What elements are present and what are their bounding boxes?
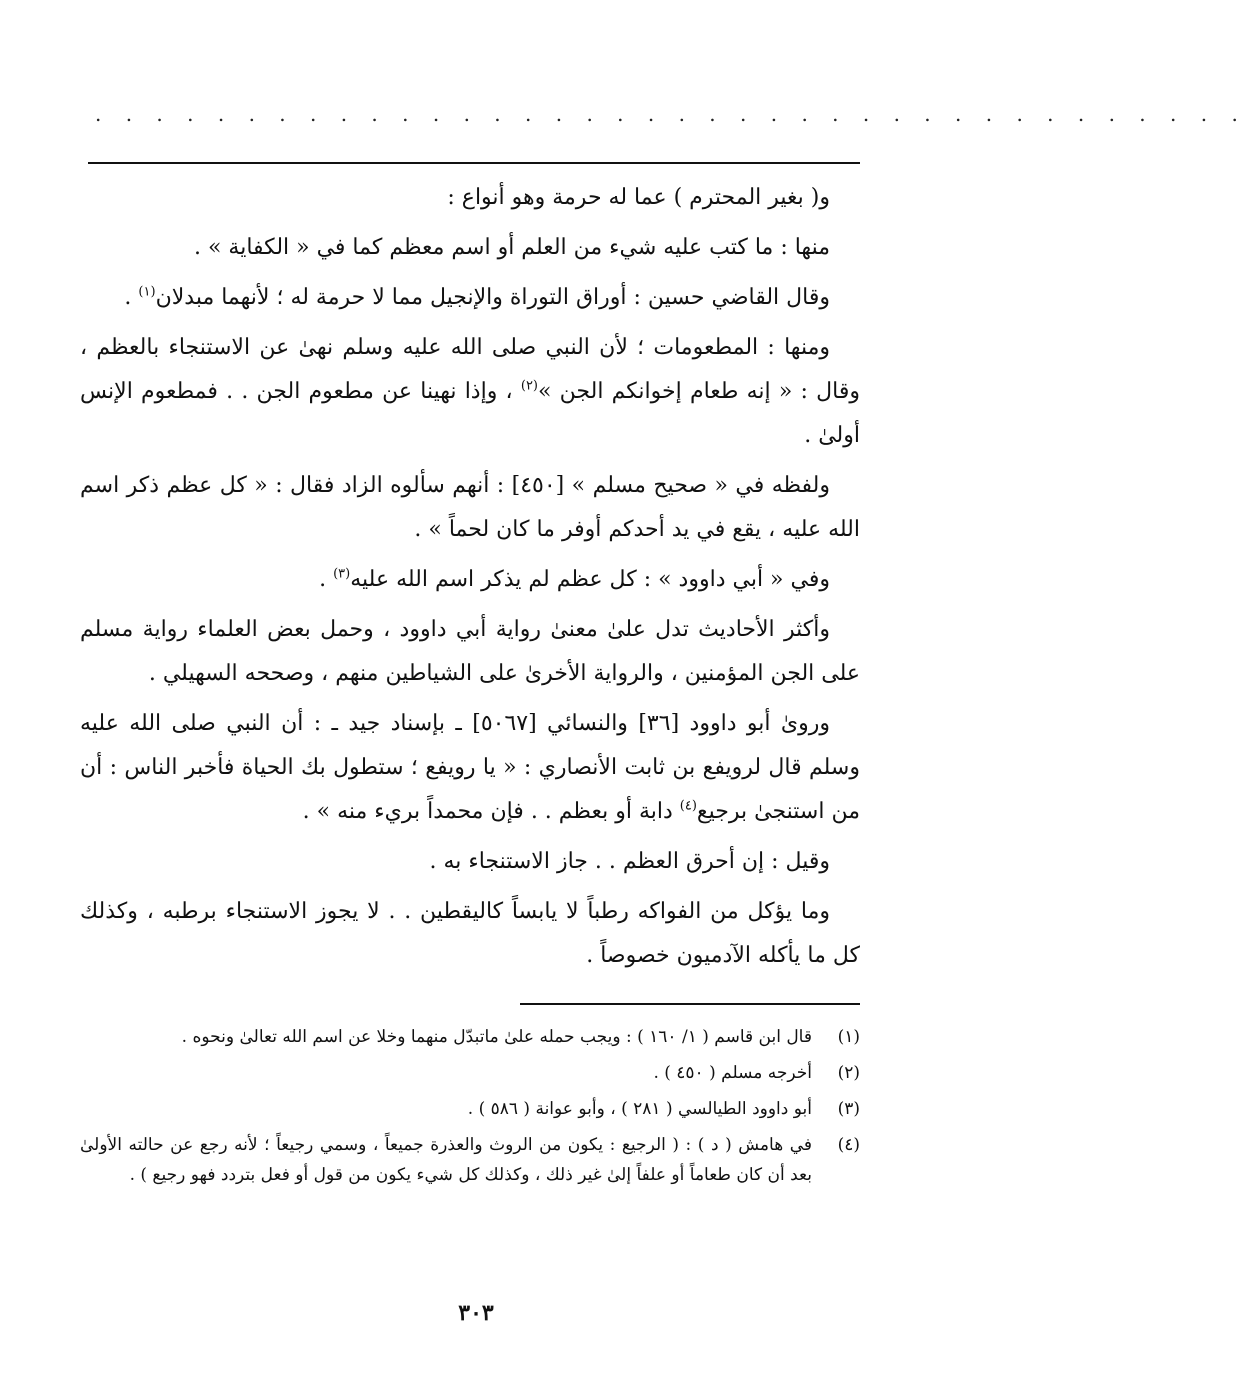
page-number: ٣٠٣ [458, 1300, 494, 1326]
footnote-text: أخرجه مسلم ( ٤٥٠ ) . [653, 1063, 812, 1083]
paragraph-6-text: وفي « أبي داوود » : كل عظم لم يذكر اسم الله عليه [350, 567, 830, 592]
paragraph-8-text-a: وروىٰ أبو داوود [٣٦] والنسائي [٥٠٦٧] ـ بإسناد جيد ـ : أن النبي صلى الله عليه وسلم قال لرويفع بن ثابت الأنصاري : « يا رويفع ؛ ستطول بك الحياة فأخبر الناس : أن من استنجىٰ برجيع [80, 711, 860, 824]
header-rule [88, 162, 860, 164]
paragraph-4-text-b: ، وإذا نهينا عن مطعوم الجن . . فمطعوم الإنس أولىٰ . [80, 379, 860, 448]
footnote-3 [80, 1094, 860, 1124]
footnote-1 [80, 1022, 860, 1052]
paragraph-4-text-a: ومنها : المطعومات ؛ لأن النبي صلى الله عليه وسلم نهىٰ عن الاستنجاء بالعظم ، وقال : « إنه طعام إخوانكم الجن » [80, 335, 860, 404]
paragraph-2: منها : ما كتب عليه شيء من العلم أو اسم معظم كما في « الكفاية » . [193, 235, 830, 260]
footnote-number: (٤) [837, 1135, 860, 1155]
footnote-4 [80, 1130, 860, 1190]
paragraph-8-text-b: دابة أو بعظم . . فإن محمداً بريء منه » . [302, 799, 680, 824]
footnote-number: (١) [837, 1027, 860, 1047]
main-text [80, 176, 860, 984]
footnote-ref-3[interactable]: (٣) [333, 566, 351, 582]
footnotes [80, 1022, 860, 1196]
footnote-ref-4[interactable]: (٤) [679, 798, 697, 814]
paragraph-3-text: وقال القاضي حسين : أوراق التوراة والإنجيل مما لا حرمة له ؛ لأنهما مبدلان [155, 285, 830, 310]
footnote-number: (٣) [837, 1099, 860, 1119]
footnote-separator [520, 1003, 860, 1005]
paragraph-6 [80, 558, 860, 602]
paragraph-9: وقيل : إن أحرق العظم . . جاز الاستنجاء به . [429, 849, 830, 874]
paragraph-1: و( بغير المحترم ) عما له حرمة وهو أنواع : [447, 185, 830, 210]
footnote-2 [80, 1058, 860, 1088]
footnote-ref-1[interactable]: (١) [138, 284, 156, 300]
paragraph-7: وأكثر الأحاديث تدل علىٰ معنىٰ رواية أبي داوود ، وحمل بعض العلماء رواية مسلم على الجن المؤمنين ، والرواية الأخرىٰ على الشياطين منهم ، وصححه السهيلي . [80, 617, 860, 686]
footnote-text: في هامش ( د ) : ( الرجيع : يكون من الروث والعذرة جميعاً ، وسمي رجيعاً ؛ لأنه رجع عن حالته الأولىٰ بعد أن كان طعاماً أو علفاً إلىٰ غير ذلك ، وكذلك كل شيء يكون من قول أو فعل بتردد فهو رجيع ) . [80, 1135, 812, 1185]
footnote-number: (٢) [837, 1063, 860, 1083]
paragraph-6-end: . [319, 567, 334, 592]
paragraph-10: وما يؤكل من الفواكه رطباً لا يابساً كاليقطين . . لا يجوز الاستنجاء برطبه ، وكذلك كل ما يأكله الآدميون خصوصاً . [80, 899, 860, 968]
paragraph-3-end: . [124, 285, 139, 310]
footnote-text: قال ابن قاسم ( ١/ ١٦٠ ) : ويجب حمله علىٰ ماتبدّل منهما وخلا عن اسم الله تعالىٰ ونحوه . [181, 1027, 812, 1047]
paragraph-5: ولفظه في « صحيح مسلم » [٤٥٠] : أنهم سألوه الزاد فقال : « كل عظم ذكر اسم الله عليه ، يقع في يد أحدكم أوفر ما كان لحماً » . [80, 473, 860, 542]
paragraph-4 [80, 326, 860, 458]
paragraph-3 [80, 276, 860, 320]
header-dotted-line: . . . . . . . . . . . . . . . . . . . . . . . . . . . . . . . . . . . . . . [95, 102, 1247, 126]
paragraph-8 [80, 702, 860, 834]
footnote-text: أبو داوود الطيالسي ( ٢٨١ ) ، وأبو عوانة ( ٥٨٦ ) . [467, 1099, 812, 1119]
footnote-ref-2[interactable]: (٢) [520, 378, 538, 394]
